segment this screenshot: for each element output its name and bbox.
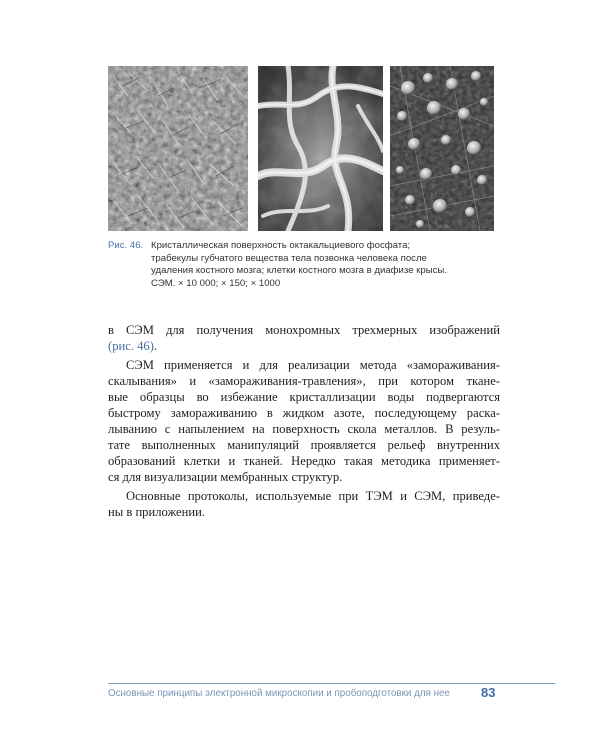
figure-label: Рис. 46.: [108, 240, 144, 251]
paragraph-3: [108, 488, 500, 520]
crystalline-surface-image: [108, 66, 248, 231]
caption-line: удаления костного мозга; клетки костного мозга в диафизе крысы.: [151, 265, 447, 276]
text-line: вые образцы во избежание кристаллизации воды подвергаются: [108, 390, 500, 404]
text-line: ны в приложении.: [108, 505, 205, 519]
paragraph-1: [108, 322, 500, 354]
footer-divider: [108, 683, 555, 684]
caption-line: Кристаллическая поверхность октакальциевого фосфата;: [151, 240, 411, 251]
figure-46: [108, 66, 494, 231]
text-line: СЭМ применяется и для реализации метода «замораживания-: [126, 358, 500, 372]
trabeculae-image: [258, 66, 383, 231]
text-line: ся для визуализации мембранных структур.: [108, 470, 343, 484]
caption-line: СЭМ. × 10 000; × 150; × 1000: [151, 277, 281, 289]
text-line: тате выполненных манипуляций проявляется рельеф внутренних: [108, 438, 500, 452]
text-line: быстрому замораживанию в жидком азоте, последующему раска-: [108, 406, 500, 420]
text-line: образований клетки и тканей. Нередко такая методика применяет-: [108, 454, 500, 468]
sentence-end: .: [153, 339, 158, 353]
text-line: в СЭМ для получения монохромных трехмерных изображений: [108, 323, 500, 337]
caption-line: трабекулы губчатого вещества тела позвонка человека после: [151, 252, 427, 264]
text-line: Основные протоколы, используемые при ТЭМ и СЭМ, приведе-: [126, 489, 500, 503]
figure-reference-link[interactable]: (рис. 46): [108, 339, 154, 353]
figure-caption: [108, 240, 498, 290]
running-title: Основные принципы электронной микроскопии и пробоподготовки для нее: [108, 688, 450, 699]
text-line: [108, 338, 500, 354]
body-text: [108, 322, 500, 520]
bone-marrow-cells-image: [390, 66, 494, 231]
page-number: 83: [481, 685, 496, 700]
paragraph-2: [108, 357, 500, 485]
text-line: скалывания» и «замораживания-травления», при котором ткане-: [108, 374, 500, 388]
text-line: лыванию с напылением на поверхность скола металлов. В резуль-: [108, 422, 500, 436]
figure-caption-text: [151, 240, 498, 290]
